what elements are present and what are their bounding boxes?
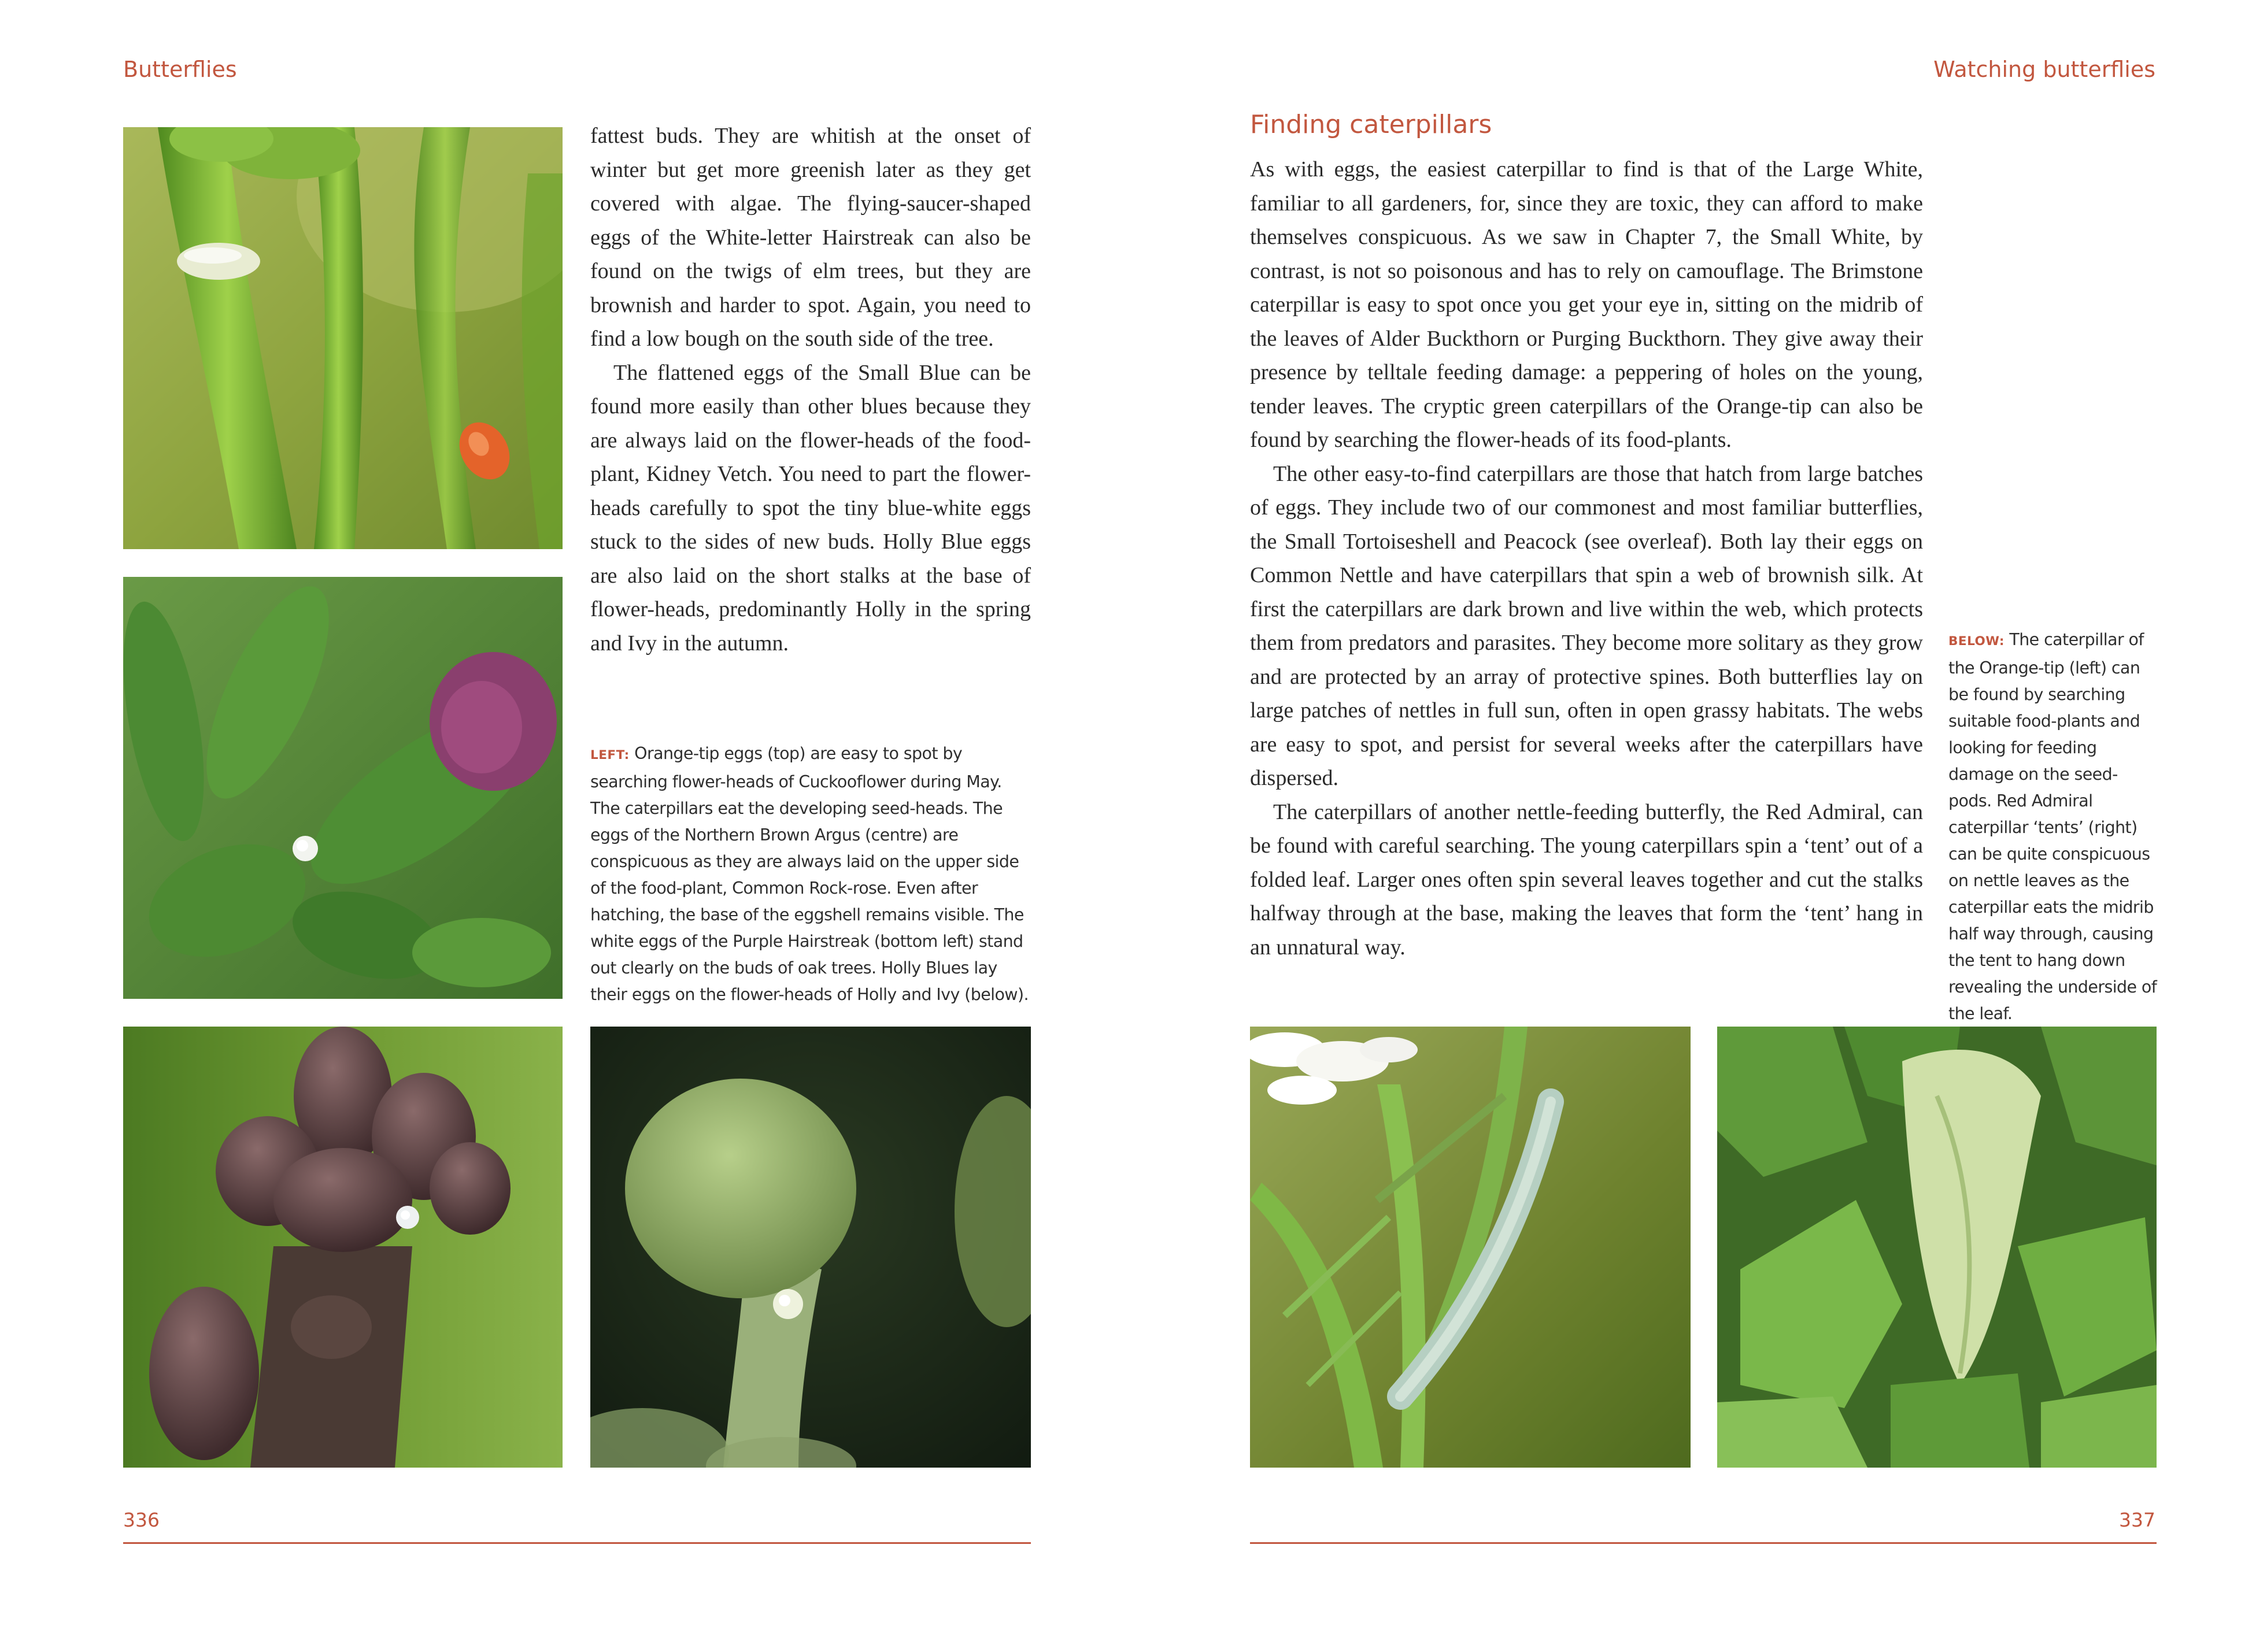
left-body-text xyxy=(590,119,1031,660)
photo-orange-tip-caterpillar xyxy=(1250,1027,1691,1468)
left-caption xyxy=(590,740,1031,1008)
photo-purple-hairstreak-egg xyxy=(123,1027,563,1468)
caption-label: LEFT: xyxy=(590,748,630,762)
caption-label: BELOW: xyxy=(1948,634,2005,649)
body-paragraph: The flattened eggs of the Small Blue can be found more easily than other blues because they are always laid on the flower-heads of the food-plant, Kidney Vetch. You need to part the flower-heads carefully to spot the tiny blue-white eggs stuck to the sides of new buds. Holly Blue eggs are also laid on the short stalks at the base of flower-heads, predominantly Holly in the spring and Ivy in the autumn. xyxy=(590,360,1031,655)
folio-right: 337 xyxy=(2119,1509,2155,1531)
running-head-right: Watching butterflies xyxy=(1933,57,2155,82)
footer-rule-right xyxy=(1250,1542,2157,1544)
caption-text: Orange-tip eggs (top) are easy to spot by searching flower-heads of Cuckooflower during May. The caterpillars eat the developing seed-heads. The eggs of the Northern Brown Argus (centre) are conspicuous as they are always laid on the upper side of the food-plant, Common Rock-rose. Even after hatching, the base of the eggshell remains visible. The white eggs of the Purple Hairstreak (bottom left) stand out clearly on the buds of oak trees. Holly Blues lay their eggs on the flower-heads of Holly and Ivy (below). xyxy=(590,744,1029,1004)
right-body-text xyxy=(1250,153,1923,964)
footer-rule-left xyxy=(123,1542,1031,1544)
body-paragraph: fattest buds. They are whitish at the onset of winter but get more greenish later as they get covered with algae. The flying-saucer-shaped eggs of the White-letter Hairstreak can also be found on the twigs of elm trees, but they are brownish and harder to spot. Again, you need to find a low bough on the south side of the tree. xyxy=(590,124,1031,351)
folio-left: 336 xyxy=(123,1509,160,1531)
caption-text: The caterpillar of the Orange-tip (left) can be found by searching suitable food-plants and looking for feeding damage on the seed-pods. Red Admiral caterpillar ‘tents’ (right) can be quite conspicuous on nettle leaves as the caterpillar eats the midrib half way through, causing the tent to hang down revealing the underside of the leaf. xyxy=(1948,630,2157,1023)
body-paragraph: The other easy-to-find caterpillars are those that hatch from large batches of eggs. They include two of our commonest and most familiar butterflies, the Small Tortoiseshell and Peacock (see overleaf). Both lay their eggs on Common Nettle and have caterpillars that spin a web of brownish silk. At first the caterpillars are dark brown and live within the web, which protects them from predators and parasites. They become more solitary as they grow and are protected by an array of protective spines. Both butterflies lay on large patches of nettles in full sun, often in open grassy habitats. The webs are easy to spot, and persist for several weeks after the caterpillars have dispersed. xyxy=(1250,461,1923,790)
photo-orange-tip-eggs xyxy=(123,127,563,549)
running-head-left: Butterflies xyxy=(123,57,237,82)
body-paragraph: The caterpillars of another nettle-feeding butterfly, the Red Admiral, can be found with careful searching. The young caterpillars spin a ‘tent’ out of a folded leaf. Larger ones often spin several leaves together and cut the stalks halfway through at the base, making the leaves that form the ‘tent’ hang in an unnatural way. xyxy=(1250,799,1923,960)
section-heading: Finding caterpillars xyxy=(1250,110,1492,139)
body-paragraph: As with eggs, the easiest caterpillar to find is that of the Large White, familiar to all gardeners, for, since they are toxic, they can afford to make themselves conspicuous. As we saw in Chapter 7, the Small White, by contrast, is not so poisonous and has to rely on camouflage. The Brimstone caterpillar is easy to spot once you get your eye in, sitting on the midrib of the leaves of Alder Buckthorn or Purging Buckthorn. They give away their presence by telltale feeding damage: a peppering of holes on the young, tender leaves. The cryptic green caterpillars of the Orange-tip can also be found by searching the flower-heads of its food-plants. xyxy=(1250,157,1923,452)
photo-holly-blue-egg xyxy=(590,1027,1031,1468)
photo-northern-brown-argus-egg xyxy=(123,577,563,999)
photo-red-admiral-tent xyxy=(1717,1027,2157,1468)
right-caption xyxy=(1948,627,2159,1027)
